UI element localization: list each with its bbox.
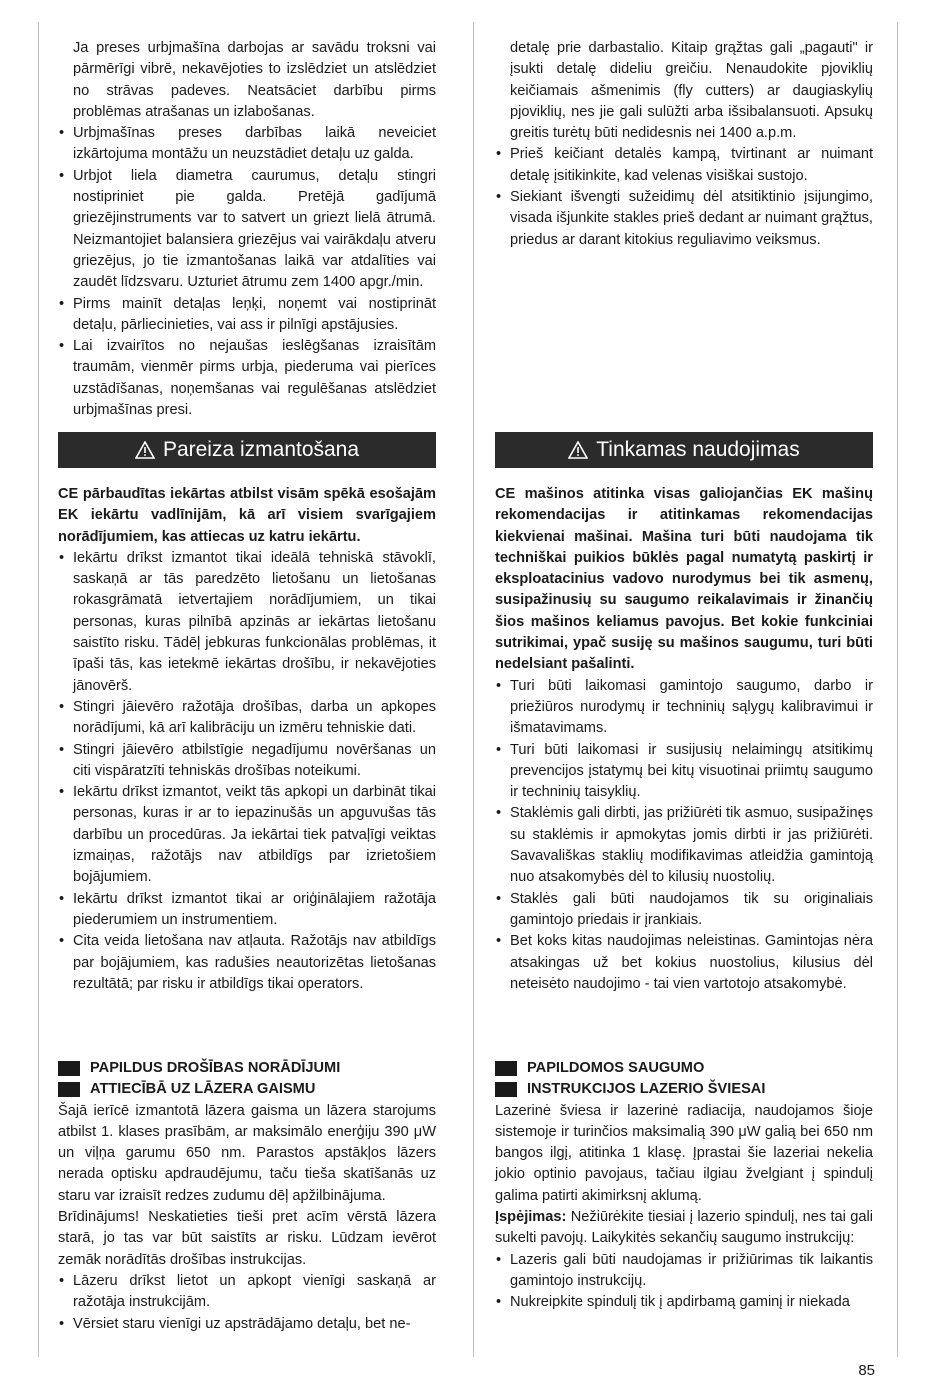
right-laser-title [495,1058,873,1101]
left-laser-list [58,1271,436,1335]
left-usage [58,484,436,995]
list-item: • Lai izvairītos no nejaušas ieslēgšanas izraisītām traumām, vienmēr pirms urbja, piederuma vai pierīces uzstādīšanas, noņemšanas vai regulēšanas atslēdziet urbjmašīnas presi. [58,336,436,421]
right-intro-paragraph: detalę prie darbastalio. Kitaip grąžtas gali „pagauti" ir įsukti detalę dideliu greičiu. Nenaudokite pjoviklių keičiamais ašmenimis (fly cutters) ar daugiaskylių pjoviklių, nes jie gali sulūžti arba išsibalansuoti. Apsukų greitis turėtų būti nedidesnis nei 1400 a.p.m. [510,40,873,142]
center-rule [473,22,474,1357]
warning-label: Įspėjimas: [495,1209,567,1226]
square-bullet-icon [495,1061,517,1076]
list-item: • Iekārtu drīkst izmantot, veikt tās apkopi un darbināt tikai personas, kuras ir ar to iepazinušās un apguvušas tās darbību un procedūras. Ja iekārtai tiek patvaļīgi veiktas izmaiņas, ražotājs nav atbildīgs par izrietošiem bojājumiem. [58,782,436,888]
right-laser-warning [495,1207,873,1250]
right-intro [495,38,873,251]
right-laser-list [495,1250,873,1314]
warning-text: Nežiūrėkite tiesiai į lazerio spindulį, nes tai gali sukelti pavojų. Laikykitės sekančių saugumo instrukcijų: [495,1209,873,1247]
left-usage-intro: CE pārbaudītas iekārtas atbilst visām spēkā esošajām EK iekārtu vadlīnijām, kā arī visiem svarīgajiem norādījumiem, kas attiecas uz katru iekārtu. [58,486,436,545]
left-intro-paragraph: Ja preses urbjmašīna darbojas ar savādu troksni vai pārmērīgi vibrē, nekavējoties to izslēdziet un atslēdziet no strāvas padeves. Neatsāciet darbību pirms problēmas atrašanas un izlabošanas. [73,40,436,120]
list-item: • Nukreipkite spindulį tik į apdirbamą gaminį ir niekada [495,1292,873,1313]
list-item: • Cita veida lietošana nav atļauta. Ražotājs nav atbildīgs par bojājumiem, kas radušies neautorizētas lietošanas rezultātā; par risku ir atbildīgs tikai operators. [58,931,436,995]
left-laser-title [58,1058,436,1101]
list-item: • Vērsiet staru vienīgi uz apstrādājamo detaļu, bet ne- [58,1314,436,1335]
list-item: • Lazeris gali būti naudojamas ir prižiūrimas tik laikantis gamintojo instrukcijų. [495,1250,873,1293]
list-item: • Iekārtu drīkst izmantot tikai ideālā tehniskā stāvoklī, saskaņā ar tās paredzēto lietošanu un lietošanas rokasgrāmatā ietvertajiem norādījumiem, un tikai personas, kuras pilnībā apzinās ar iekārtas lietošanu saistīto risku. Tādēļ jebkuras funkcionālas problēmas, it īpaši tās, kas ietekmē iekārtas drošību, ir nekavējoties jānovērš. [58,548,436,697]
page-number: 85 [858,1362,875,1379]
list-item: • Turi būti laikomasi ir susijusių nelaimingų atsitikimų prevencijos įstatymų bei kitų visuotinai priimtų saugumo ir techninių taisyklių. [495,740,873,804]
left-laser-paragraph: Šajā ierīcē izmantotā lāzera gaisma un lāzera starojums atbilst 1. klases prasībām, ar maksimālo enerģiju 390 μW un viļņa garumu 650 nm. Parastos apstākļos lāzers nerada optisku apdraudējumu, taču tieša skatīšanās uz staru var izraisīt redzes zudumu dēļ apžilbinājuma. [58,1102,436,1204]
list-item: • Stingri jāievēro atbilstīgie negadījumu novēršanas un citi vispāratzīti tehniskās drošības noteikumi. [58,740,436,783]
left-laser-warning: Brīdinājums! Neskatieties tieši pret acīm vērstā lāzera starā, jo tas var būt saistīts ar risku. Lūdzam ievērot zemāk norādītās drošības instrukcijas. [58,1209,436,1268]
right-usage-intro: CE mašinos atitinka visas galiojančias EK mašinų rekomendacijas ir atitinkamas rekomendacijas kiekvienai mašinai. Mašina turi būti naudojama tik techniškai puikios būklės pagal numatytą paskirtį ir eksploatacinius vadovo nurodymus bei tik asmenų, susipažinusių su saugumo reikalavimais ir žinančių šios mašinos keliamus pavojus. Bet kokie funkciniai sutrikimai, ypač susiję su mašinos saugumu, turi būti nedelsiant pašalinti. [495,486,873,673]
laser-title-line: PAPILDUS DROŠĪBAS NORĀDĪJUMI [90,1060,341,1076]
section-title: Tinkamas naudojimas [596,438,800,461]
left-usage-list [58,548,436,995]
warning-icon [135,441,155,459]
left-laser [58,1058,436,1335]
left-section-heading [58,432,436,468]
square-bullet-icon [58,1082,80,1097]
list-item: • Urbjot liela diametra caurumus, detaļu stingri nostipriniet pie galda. Pretējā gadījumā griezējinstruments var to satvert un griezt lielā ātrumā. Neizmantojiet balansiera griezējus vai vairākdaļu atveru griezējus, jo tie izmantošanas laikā var atdalīties vai zaudēt līdzsvaru. Uzturiet ātrumu zem 1400 apgr./min. [58,166,436,294]
left-intro-list [58,123,436,421]
laser-title-line: PAPILDOMOS SAUGUMO [527,1060,705,1076]
list-item: • Turi būti laikomasi gamintojo saugumo, darbo ir priežiūros nurodymų ir techninių sąlygų kalibravimui ir išmatavimams. [495,676,873,740]
laser-title-line: INSTRUKCIJOS LAZERIO ŠVIESAI [527,1081,766,1098]
laser-title-line: ATTIECĪBĀ UZ LĀZERA GAISMU [90,1081,316,1098]
left-intro [58,38,436,421]
list-item: • Prieš keičiant detalės kampą, tvirtinant ar nuimant detalę įsitikinkite, kad velenas visiškai sustojo. [495,144,873,187]
warning-icon [568,441,588,459]
list-item: • Staklėmis gali dirbti, jas prižiūrėti tik asmuo, susipažinęs su staklėmis ir apmokytas jomis dirbti ir jas prižiūrėti. Savavališkas staklių modifikavimas atleidžia gamintoją nuo atsakomybės dėl to kilusių nuostolių. [495,803,873,888]
list-item: • Bet koks kitas naudojimas neleistinas. Gamintojas nėra atsakingas už bet kokius nuostolius, kilusius dėl neteisėto naudojimo - tai vien vartotojo atsakomybė. [495,931,873,995]
list-item: • Iekārtu drīkst izmantot tikai ar oriģinālajiem ražotāja piederumiem un instrumentiem. [58,889,436,932]
right-intro-list [495,144,873,250]
right-usage-list [495,676,873,995]
list-item: • Lāzeru drīkst lietot un apkopt vienīgi saskaņā ar ražotāja instrukcijām. [58,1271,436,1314]
right-laser-paragraph: Lazerinė šviesa ir lazerinė radiacija, naudojamos šioje sistemoje ir turinčios maksimalią 390 μW galią bei 650 nm bangos ilgį, atitinka 1 klasę. Įprastai šie lazeriai nekelia jokio optinio pavojaus, tačiau ilgiau žvelgiant į spindulį galima patirti akimirksnį aklumą. [495,1102,873,1204]
right-usage [495,484,873,995]
list-item: • Pirms mainīt detaļas leņķi, noņemt vai nostiprināt detaļu, pārliecinieties, vai ass ir pilnīgi apstājusies. [58,294,436,337]
section-title: Pareiza izmantošana [162,438,360,461]
list-item: • Urbjmašīnas preses darbības laikā neveiciet izkārtojuma montāžu un neuzstādiet detaļu uz galda. [58,123,436,166]
square-bullet-icon [58,1061,80,1076]
list-item: • Stingri jāievēro ražotāja drošības, darba un apkopes norādījumi, kā arī kalibrāciju un izmēru tehniskie dati. [58,697,436,740]
right-margin-rule [897,22,898,1357]
right-section-heading [495,432,873,468]
list-item: • Staklės gali būti naudojamos tik su originaliais gamintojo priedais ir įrankiais. [495,889,873,932]
left-margin-rule [38,22,39,1357]
right-laser [495,1058,873,1314]
list-item: • Siekiant išvengti sužeidimų dėl atsitiktinio įsijungimo, visada išjunkite stakles prieš dedant ar nuimant grąžtus, priedus ar darant kitokius reguliavimo veiksmus. [495,187,873,251]
square-bullet-icon [495,1082,517,1097]
